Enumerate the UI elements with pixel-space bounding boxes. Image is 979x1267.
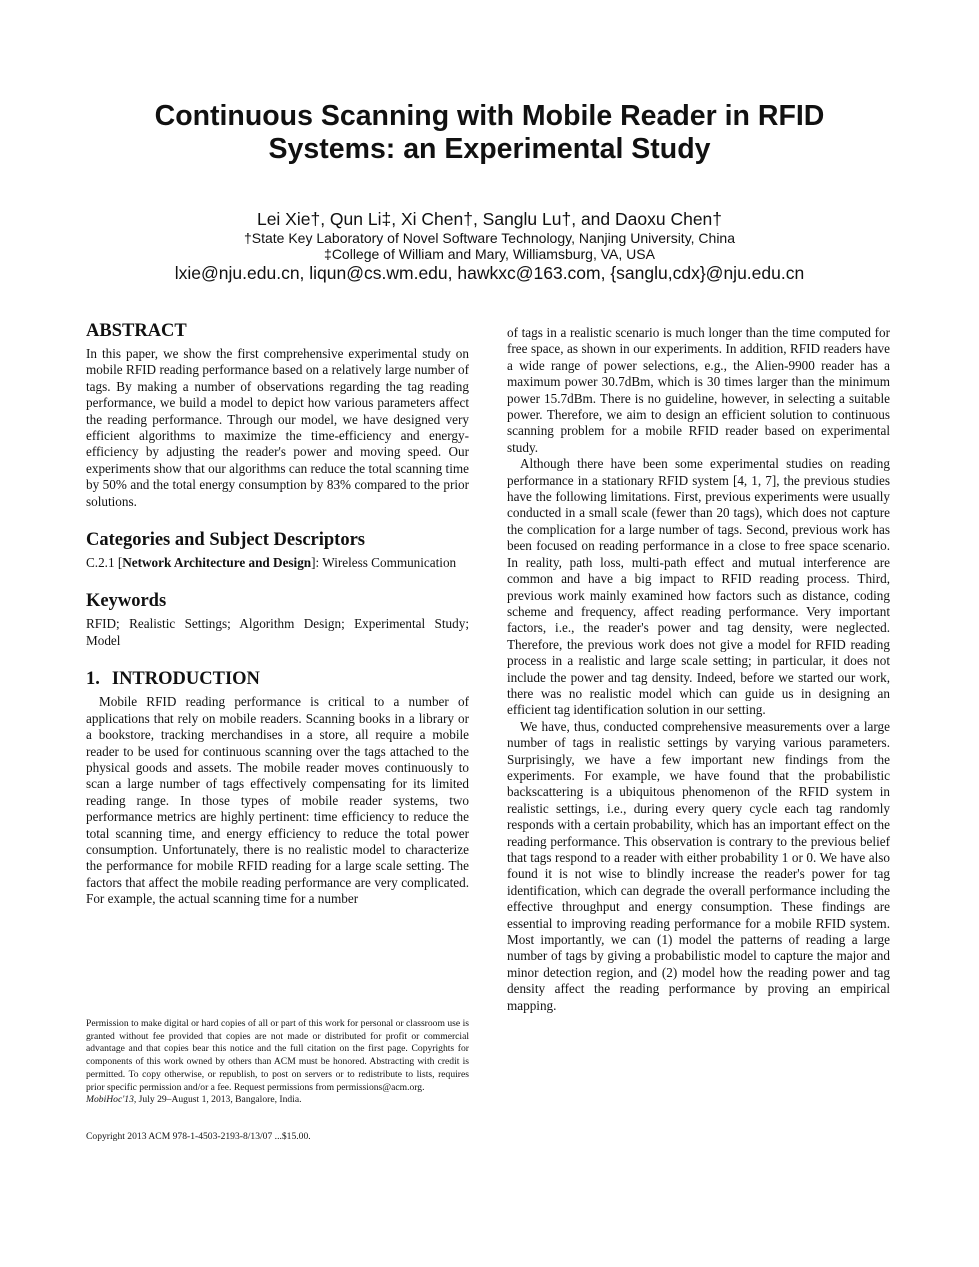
paper-title: Continuous Scanning with Mobile Reader in RFID Systems: an Experimental Study: [154, 100, 825, 165]
abstract-text: In this paper, we show the first comprehensive experimental study on mobile RFID reading performance based on a relatively large number of tags. By making a number of observations regarding the tag reading performance, we build a model to depict how various parameters affect the reading performance. Through our model, we have designed very efficient algorithms to maximize the time-efficiency and energy-efficiency by adjusting the reader's power and moving speed. Our experiments show that our algorithms can reduce the total scanning time by 50% and the total energy consumption by 83% compared to the prior solutions.: [86, 346, 469, 509]
right-column: [507, 325, 890, 1014]
section-title: INTRODUCTION: [111, 669, 260, 690]
categories-code: C.2.1 [: [86, 555, 123, 571]
permission-text: Permission to make digital or hard copies of all or part of this work for personal or classroom use is granted without fee provided that copies are not made or distributed for profit or commercial advantage and that copies bear this notice and the full citation on the first page. Copyrights for components of this work owned by others than ACM must be honored. Abstracting with credit is permitted. To copy otherwise, or republish, to post on servers or to redistribute to lists, requires prior specific permission and/or a fee. Request permissions from permissions@acm.org.: [86, 1018, 469, 1093]
author-block: [90, 208, 889, 285]
author-list: Lei Xie†, Qun Li‡, Xi Chen†, Sanglu Lu†, and Daoxu Chen†: [256, 209, 723, 229]
categories-text: [86, 555, 469, 571]
left-column: [86, 320, 469, 908]
keywords-heading: Keywords: [86, 591, 167, 612]
intro-paragraph-1: Mobile RFID reading performance is critical to a number of applications that rely on mobile readers. Scanning books in a library or a bookstore, tracking merchandises in a store, all require a mobile reader to be used for continuous scanning over the tags attached to the physical goods and assets. The mobile reader moves continuously to scan a large number of tags effectively compensating for its limited reading range. In those types of mobile reader systems, two performance metrics are highly pertinent: time efficiency to reduce the total scanning time, and energy efficiency to reduce the total power consumption. Unfortunately, there is no realistic model to characterize the performance for mobile RFID reading for a large scale setting. The factors that affect the mobile reading performance are very complicated. For example, the actual scanning time for a number: [86, 694, 469, 907]
categories-heading: Categories and Subject Descriptors: [86, 530, 365, 551]
intro-paragraph-3: We have, thus, conducted comprehensive measurements over a large number of tags in realistic settings by varying various parameters. Surprisingly, we have a few important new findings from the experiments. For example, we have found that the probabilistic backscattering is a ubiquitous phenomenon of the RFID system in realistic settings, i.e., during every query cycle each tag randomly responds with a certain probability, which has an important effect on the reading performance. This observation is contrary to the previous belief that tags respond to a reader with either probability 1 or 0. We have also found it is not wise to blindly increase the reader's power for tag identification, which can degrade the overall performance including the effective throughput and energy consumption. These findings are essential to improving reading performance for a mobile RFID system. Most importantly, we can (1) model the patterns of reading a large number of tags by giving a probabilistic model to capture the major and minor detection region, and (2) model how the reading power and tag density affect the reading performance by proving an empirical mapping.: [507, 718, 890, 1013]
affiliation-wm: ‡College of William and Mary, Williamsburg, VA, USA: [324, 246, 655, 262]
copyright-line: Copyright 2013 ACM 978-1-4503-2193-8/13/07 ...$15.00.: [86, 1131, 311, 1142]
abstract-heading: ABSTRACT: [86, 321, 187, 341]
introduction-heading: [86, 668, 469, 690]
affiliation-nanjing: †State Key Laboratory of Novel Software Technology, Nanjing University, China: [243, 230, 736, 246]
permission-notice: [86, 1018, 469, 1107]
intro-paragraph-1-continued: of tags in a realistic scenario is much longer than the time computed for free space, as shown in our experiments. In addition, RFID readers have a wide range of power selections, e.g., the Alien-9900 reader has a maximum power 30.7dBm, which is 30 times larger than the minimum power 15.7dBm. There is no guideline, however, in selecting a suitable power. Therefore, we aim to design an efficient solution to continuous scanning problem for a mobile RFID reader based on experimental study.: [507, 325, 890, 455]
intro-paragraph-2: Although there have been some experimental studies on reading performance in a stationary RFID system [4, 1, 7], the previous studies have the following limitations. First, previous experiments were usually conducted in a small scale (fewer than 20 tags), which does not capture the complication for a large number of tags. Second, previous work has been focused on reading performance in a close to free space scenario. In reality, path loss, multi-path effect and mutual interference are common and have a big impact to RFID reading process. Third, previous work mainly examined how factors such as distance, coding scheme and frequency, affect reading performance. Very important factors, i.e., the reader's power and tag density, were neglected. Therefore, the previous work does not give a model for RFID reading process in a realistic and large scale setting; in particular, it does not include the power and tag density. Indeed, before we started our work, there was no realistic model which can guide us in designing an efficient tag identification solution in our setting.: [507, 456, 890, 718]
venue-name: MobiHoc'13,: [86, 1094, 137, 1106]
venue-details: July 29–August 1, 2013, Bangalore, India.: [136, 1094, 302, 1106]
section-number: 1.: [86, 669, 100, 690]
author-emails: lxie@nju.edu.cn, liqun@cs.wm.edu, hawkxc@163.com, {sanglu,cdx}@nju.edu.cn: [174, 263, 805, 283]
categories-term: Network Architecture and Design: [122, 555, 312, 571]
keywords-text: RFID; Realistic Settings; Algorithm Design; Experimental Study; Model: [86, 616, 469, 648]
categories-rest: ]: Wireless Communication: [311, 555, 457, 571]
